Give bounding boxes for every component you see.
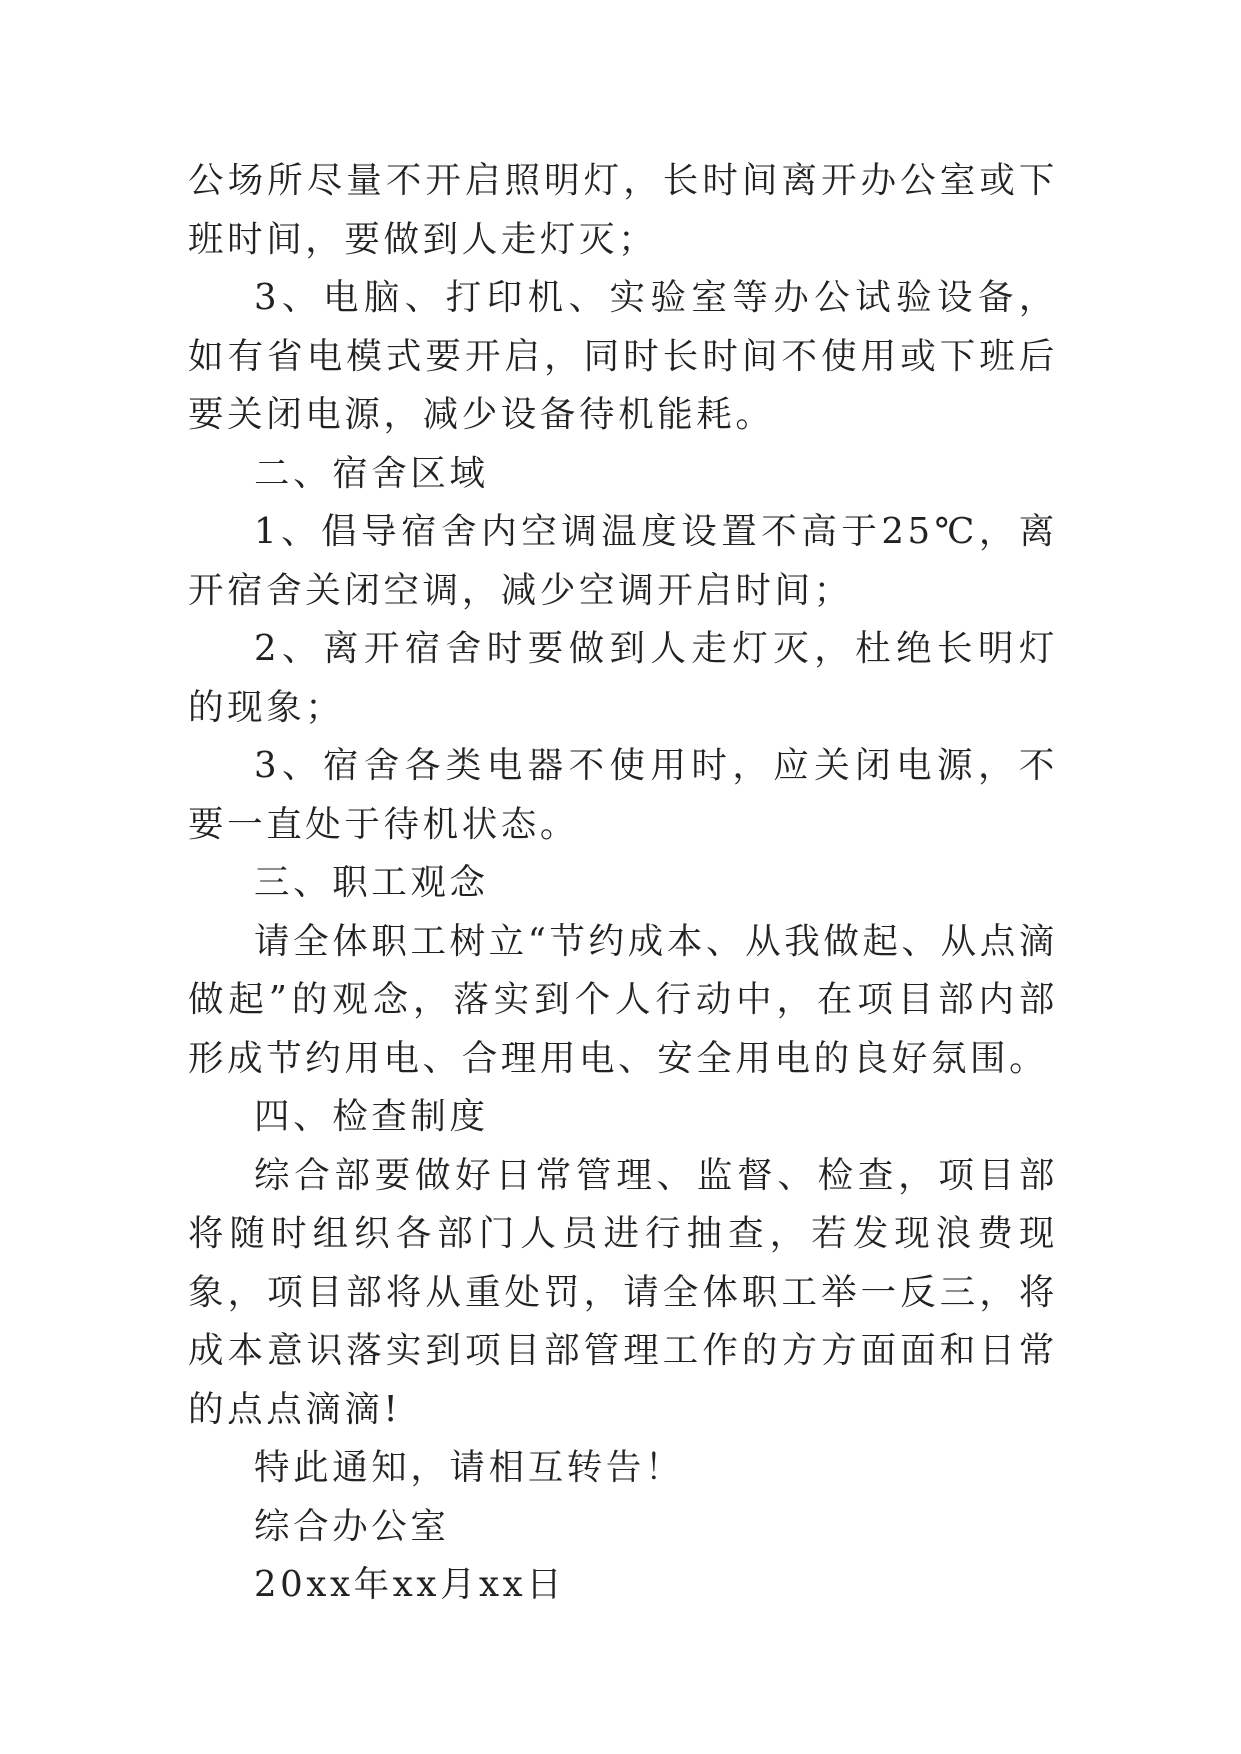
closing-notice: 特此通知，请相互转告！ — [254, 1447, 685, 1488]
paragraph-dorm-appliances: 3、宿舍各类电器不使用时，应关闭电源，不要一直处于待机状态。 — [188, 745, 1058, 845]
section-heading-staff-concept: 三、职工观念 — [254, 862, 489, 903]
paragraph-staff-concept: 请全体职工树立“节约成本、从我做起、从点滴做起”的观念，落实到个人行动中，在项目部内部形成节约用电、合理用电、安全用电的良好氛围。 — [188, 920, 1058, 1079]
paragraph-office-equipment: 3、电脑、打印机、实验室等办公试验设备，如有省电模式要开启，同时长时间不使用或下班后要关闭电源，减少设备待机能耗。 — [188, 277, 1058, 435]
signature-department: 综合办公室 — [254, 1505, 450, 1547]
paragraph-dorm-ac: 1、倡导宿舍内空调温度设置不高于25℃，离开宿舍关闭空调，减少空调开启时间； — [188, 511, 1058, 611]
paragraph-dorm-lights: 2、离开宿舍时要做到人走灯灭，杜绝长明灯的现象； — [188, 628, 1058, 728]
paragraph-continuation: 公场所尽量不开启照明灯，长时间离开办公室或下班时间，要做到人走灯灭； — [188, 160, 1058, 260]
paragraph-inspection: 综合部要做好日常管理、监督、检查，项目部将随时组织各部门人员进行抽查，若发现浪费现象，项目部将从重处罚，请全体职工举一反三，将成本意识落实到项目部管理工作的方方面面和日常的点点滴滴! — [188, 1154, 1058, 1430]
section-heading-inspection: 四、检查制度 — [254, 1096, 489, 1137]
document-body — [188, 152, 1058, 1615]
section-heading-dormitory: 二、宿舍区域 — [254, 452, 489, 494]
signature-date: 20xx年xx月xx日 — [254, 1564, 566, 1605]
